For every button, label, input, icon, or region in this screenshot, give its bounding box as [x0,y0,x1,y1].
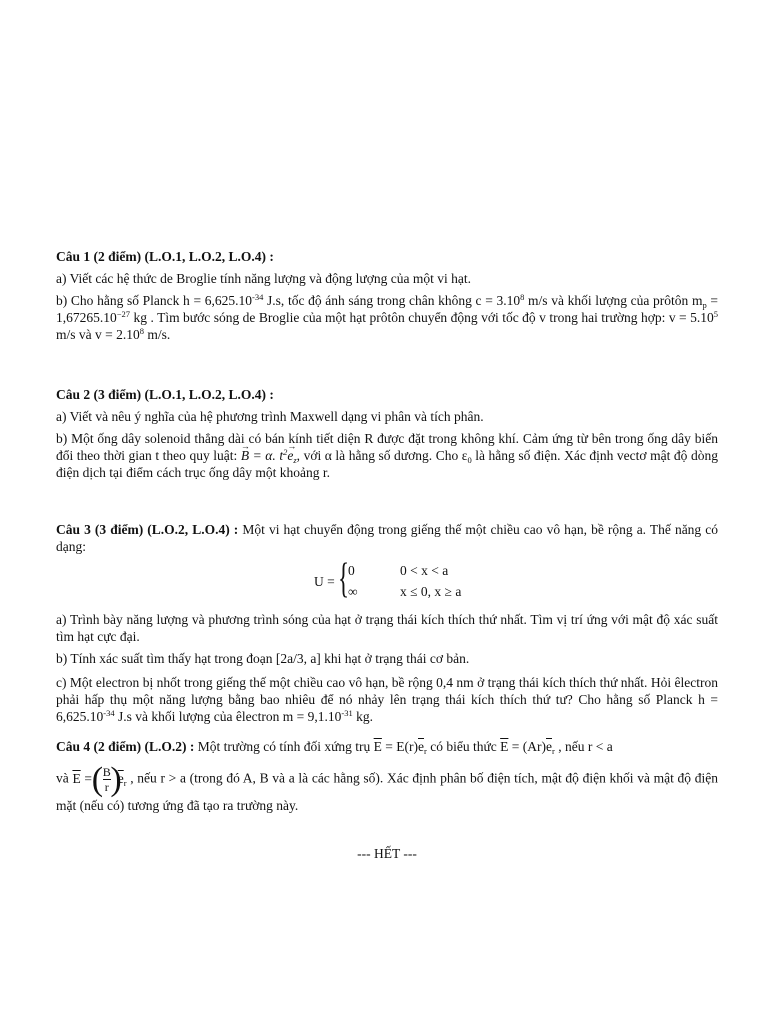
question-3b: b) Tính xác suất tìm thấy hạt trong đoạn [2a/3, a] khi hạt ở trạng thái cơ bản. [56,651,470,666]
question-3a: a) Trình bày năng lượng và phương trình sóng của hạt ở trạng thái kích thích thứ nhất. Tìm vị trí ứng với mật độ xác suất tìm hạt cực đại. [56,612,718,644]
field-fraction: ( $\frac{B}{r}$ ) [96,765,118,794]
exam-end-marker: --- HẾT --- [357,846,417,861]
question-1-heading: Câu 1 (2 điểm) (L.O.1, L.O.2, L.O.4) : [56,249,274,264]
question-2 [56,386,718,481]
question-4-line1: Câu 4 (2 điểm) (L.O.2) : Một trường có tính đối xứng trụ $\overline{E} = E(r)\overline{e}_r$ có biểu thức $\overline{E} = (Ar)\overline{e}_r$ , nếu r < a [56,739,613,756]
question-3-parts [56,611,718,725]
question-3c: c) Một electron bị nhốt trong giếng thế một chiều cao vô hạn, bề rộng 0,4 nm ở trạng thái kích thích thứ nhất. Hỏi êlectron phải hấp thụ một năng lượng bằng bao nhiêu để nó nhảy lên trạng thái kích thích thứ tư? Cho hằng số Planck $h = 6,625.10^{-34}$ J.s và khối lượng của êlectron $m = 9,1.10^{-31}$ kg. [56,675,718,724]
question-2b: b) Một ống dây solenoid thẳng dài có bán kính tiết diện R được đặt trong không khí. Cảm ứng từ bên trong ống dây biến đổi theo thời gian t theo quy luật: → B = α. $t^2\to e_z$, với α là hằng số dương. Cho $\varepsilon_0$ là hằng số điện. Xác định vectơ mật độ dòng điện dịch tại điểm cách trục ống dây một khoảng r. [56,430,718,481]
question-1a: a) Viết các hệ thức de Broglie tính năng lượng và động lượng của một vi hạt. [56,271,471,286]
question-2-heading: Câu 2 (3 điểm) (L.O.1, L.O.2, L.O.4) : [56,387,274,402]
question-4-heading: Câu 4 (2 điểm) (L.O.2) : [56,739,195,754]
question-4-line2: và $\overline{E}$ = ( $\frac{B}{r}$ ) $\overline{e}_r$ , nếu r > a (trong đó A, B và a là các hằng số). Xác định phân bố điện tích, mật độ điện khối và mật độ điện mặt (nếu có) tương ứng đã tạo ra trường này. [56,765,718,818]
question-3-heading: Câu 3 (3 điểm) (L.O.2, L.O.4) : [56,522,239,537]
question-3 [56,521,718,555]
question-1b: b) Cho hằng số Planck $h = 6,625.10^{-34}$ J.s, tốc độ ánh sáng trong chân không $c = 3.10^8$ m/s và khối lượng của prôtôn $m_p = 1,67265.10^{-27}$ kg . Tìm bước sóng de Broglie của một hạt prôtôn chuyển động với tốc độ v trong hai trường hợp: $v = 5.10^5$ m/s và $v = 2.10^8$ m/s. [56,292,719,342]
question-2a: a) Viết và nêu ý nghĩa của hệ phương trình Maxwell dạng vi phân và tích phân. [56,409,484,424]
question-3-intro: Câu 3 (3 điểm) (L.O.2, L.O.4) : Một vi hạt chuyển động trong giếng thế một chiều cao vô hạn, bề rộng a. Thế năng có dạng: [56,522,718,554]
question-4 [56,738,718,818]
question-1 [56,248,718,343]
magnetic-field-formula: → B = α. $t^2\to e_z$ [241,448,297,463]
potential-piecewise: U = { 0 0 < x < a ∞ x ≤ 0, x ≥ a [314,556,462,602]
